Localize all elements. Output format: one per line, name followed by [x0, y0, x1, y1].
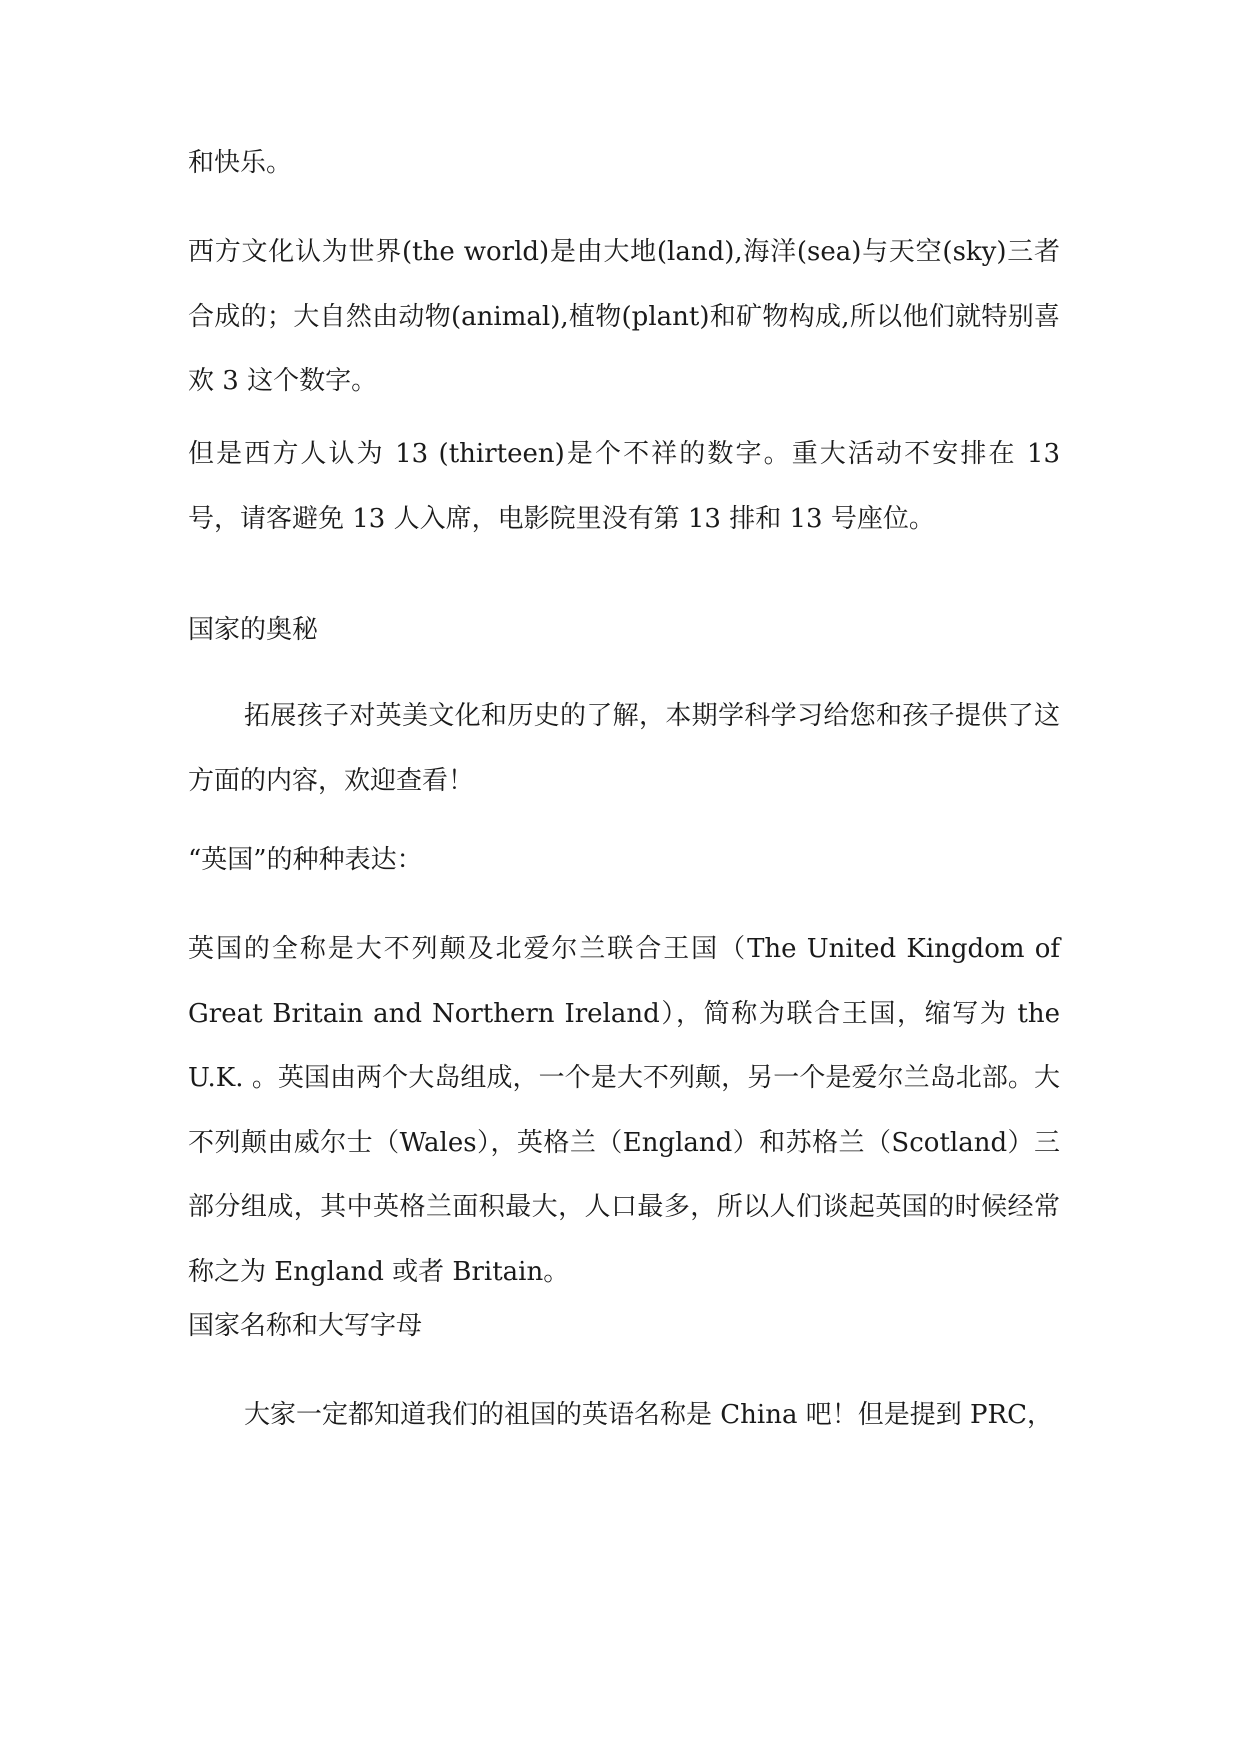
- heading-country-names-capitals: 国家名称和大写字母: [188, 1311, 423, 1341]
- paragraph-intro: 拓展孩子对英美文化和历史的了解，本期学科学习给您和孩子提供了这方面的内容，欢迎查看！: [188, 701, 1060, 796]
- paragraph-number-thirteen: 但是西方人认为 13 (thirteen)是个不祥的数字。重大活动不安排在 13 号，请客避免 13 人入席，电影院里没有第 13 排和 13 号座位。: [188, 439, 1060, 534]
- paragraph-uk-full-name: 英国的全称是大不列颠及北爱尔兰联合王国（The United Kingdom of Great Britain and Northern Ireland），简称为联合王国，缩写为 the U.K. 。英国由两个大岛组成，一个是大不列颠，另一个是爱尔兰岛北部。大不列颠由威尔士（Wales），英格兰（England）和苏格兰（Scotland）三部分组成，其中英格兰面积最大，人口最多，所以人们谈起英国的时候经常称之为 England 或者 Britain。: [188, 934, 1060, 1287]
- heading-uk-expressions: “英国”的种种表达：: [188, 845, 423, 875]
- heading-country-secrets: 国家的奥秘: [188, 615, 319, 645]
- paragraph-continuation: 和快乐。: [188, 148, 293, 178]
- paragraph-china-name: 大家一定都知道我们的祖国的英语名称是 China 吧！但是提到 PRC，: [244, 1400, 1053, 1430]
- paragraph-number-three: 西方文化认为世界(the world)是由大地(land),海洋(sea)与天空(sky)三者合成的；大自然由动物(animal),植物(plant)和矿物构成,所以他们就特别喜欢 3 这个数字。: [188, 237, 1060, 396]
